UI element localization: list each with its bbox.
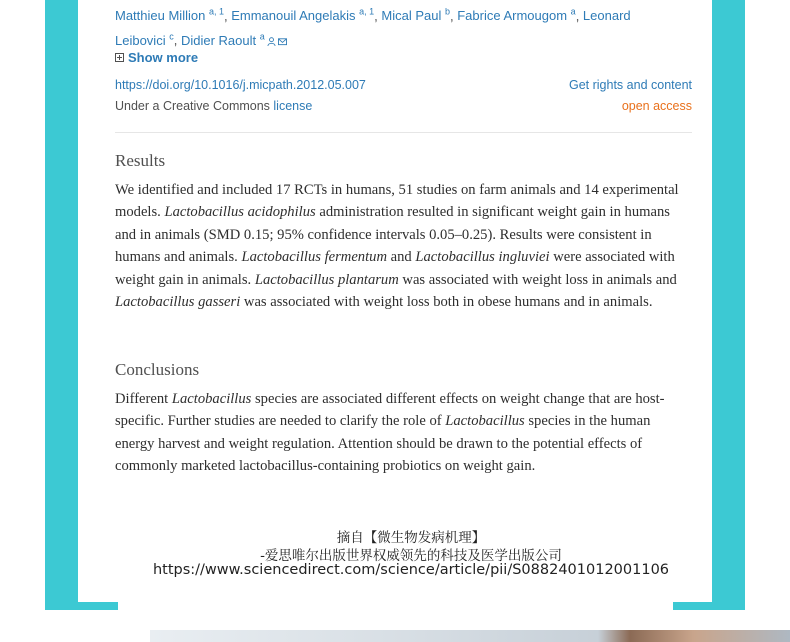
species-name: Lactobacillus fermentum — [241, 249, 387, 266]
author-name[interactable]: Mical Paul — [381, 8, 442, 24]
author-affiliation[interactable]: a, 1 — [208, 7, 224, 17]
text-segment: species in the human energy harvest and weight regulation. Attention should be drawn to the potential effects of commonly marketed lactobacillus-containing probiotics on weight gain. — [115, 413, 651, 475]
show-more-label: Show more — [128, 50, 199, 65]
open-access-badge: open access — [621, 99, 692, 113]
email-icon[interactable] — [278, 37, 287, 46]
expand-icon — [115, 53, 124, 62]
text-segment: administration resulted in significant weight gain in humans and in animals (SMD 0.15; 95% confidence intervals 0.05–0.25). Results were consistent in humans and animals. — [115, 204, 670, 266]
species-name: Lactobacillus — [171, 391, 252, 407]
rights-link[interactable]: Get rights and content — [569, 78, 692, 92]
section-divider — [115, 132, 692, 133]
author-affiliation[interactable]: a — [570, 7, 576, 17]
caption-url: https://www.sciencedirect.com/science/article/pii/S0882401012001106 — [152, 562, 670, 578]
author-item[interactable] — [115, 8, 224, 23]
show-more-button[interactable] — [115, 50, 198, 65]
person-icon[interactable] — [267, 37, 276, 46]
doi-link[interactable]: https://doi.org/10.1016/j.micpath.2012.05.007 — [115, 78, 366, 92]
caption-source: 摘自【微生物发病机理】 — [336, 530, 486, 546]
species-name: Lactobacillus — [445, 413, 525, 430]
author-item[interactable] — [181, 33, 265, 48]
conclusions-heading: Conclusions — [115, 360, 200, 379]
author-affiliation[interactable]: a, 1 — [359, 7, 375, 17]
license-line — [115, 99, 312, 113]
text-segment: Different — [115, 391, 172, 407]
author-name[interactable]: Didier Raoult — [180, 32, 257, 48]
results-paragraph — [115, 179, 690, 313]
results-heading: Results — [115, 151, 166, 170]
author-list: Matthieu Million $^{a, 1}$, Emmanouil Angelakis $^{a, 1}$, Mical Paul $^b$, Fabrice Armougom $^a$, Leonard Leibovici $^c$, Didier Raoult $^a$ — [115, 7, 631, 48]
article-card-tab — [118, 602, 673, 610]
species-name: Lactobacillus plantarum — [254, 271, 399, 288]
text-segment: was associated with weight loss both in obese humans and in animals. — [240, 294, 653, 311]
license-link[interactable]: license — [273, 99, 313, 113]
author-item[interactable] — [231, 8, 374, 23]
text-segment: We identified and included 17 RCTs in humans, 51 studies on farm animals and 14 experimental models. — [115, 182, 679, 221]
author-affiliation[interactable]: b — [444, 7, 450, 17]
author-name[interactable]: Leonard Leibovici — [115, 8, 631, 48]
bottom-photo-strip — [150, 630, 790, 642]
species-name: Lactobacillus gasseri — [115, 294, 241, 311]
text-segment: was associated with weight loss in animals and — [398, 271, 677, 288]
author-affiliation[interactable]: a — [259, 31, 265, 42]
author-name[interactable]: Emmanouil Angelakis — [231, 8, 356, 24]
caption-publisher: -爱思唯尔出版世界权威领先的科技及医学出版公司 — [260, 548, 562, 564]
author-affiliation[interactable]: c — [169, 31, 174, 42]
author-name[interactable]: Matthieu Million — [115, 8, 206, 24]
teal-frame-lip — [78, 602, 118, 610]
text-segment: were associated with weight gain in animals. — [115, 249, 675, 288]
species-name: Lactobacillus ingluviei — [415, 249, 550, 266]
species-name: Lactobacillus acidophilus — [164, 204, 316, 221]
license-prefix: Under a Creative Commons — [115, 99, 274, 113]
conclusions-paragraph — [115, 388, 690, 478]
author-name[interactable]: Fabrice Armougom — [457, 8, 568, 24]
text-segment: species are associated different effects on weight change that are host-specific. Further studies are needed to clarify the role of — [115, 391, 665, 430]
author-item[interactable] — [381, 8, 450, 23]
author-item[interactable] — [457, 8, 575, 23]
text-segment: and — [387, 249, 416, 266]
